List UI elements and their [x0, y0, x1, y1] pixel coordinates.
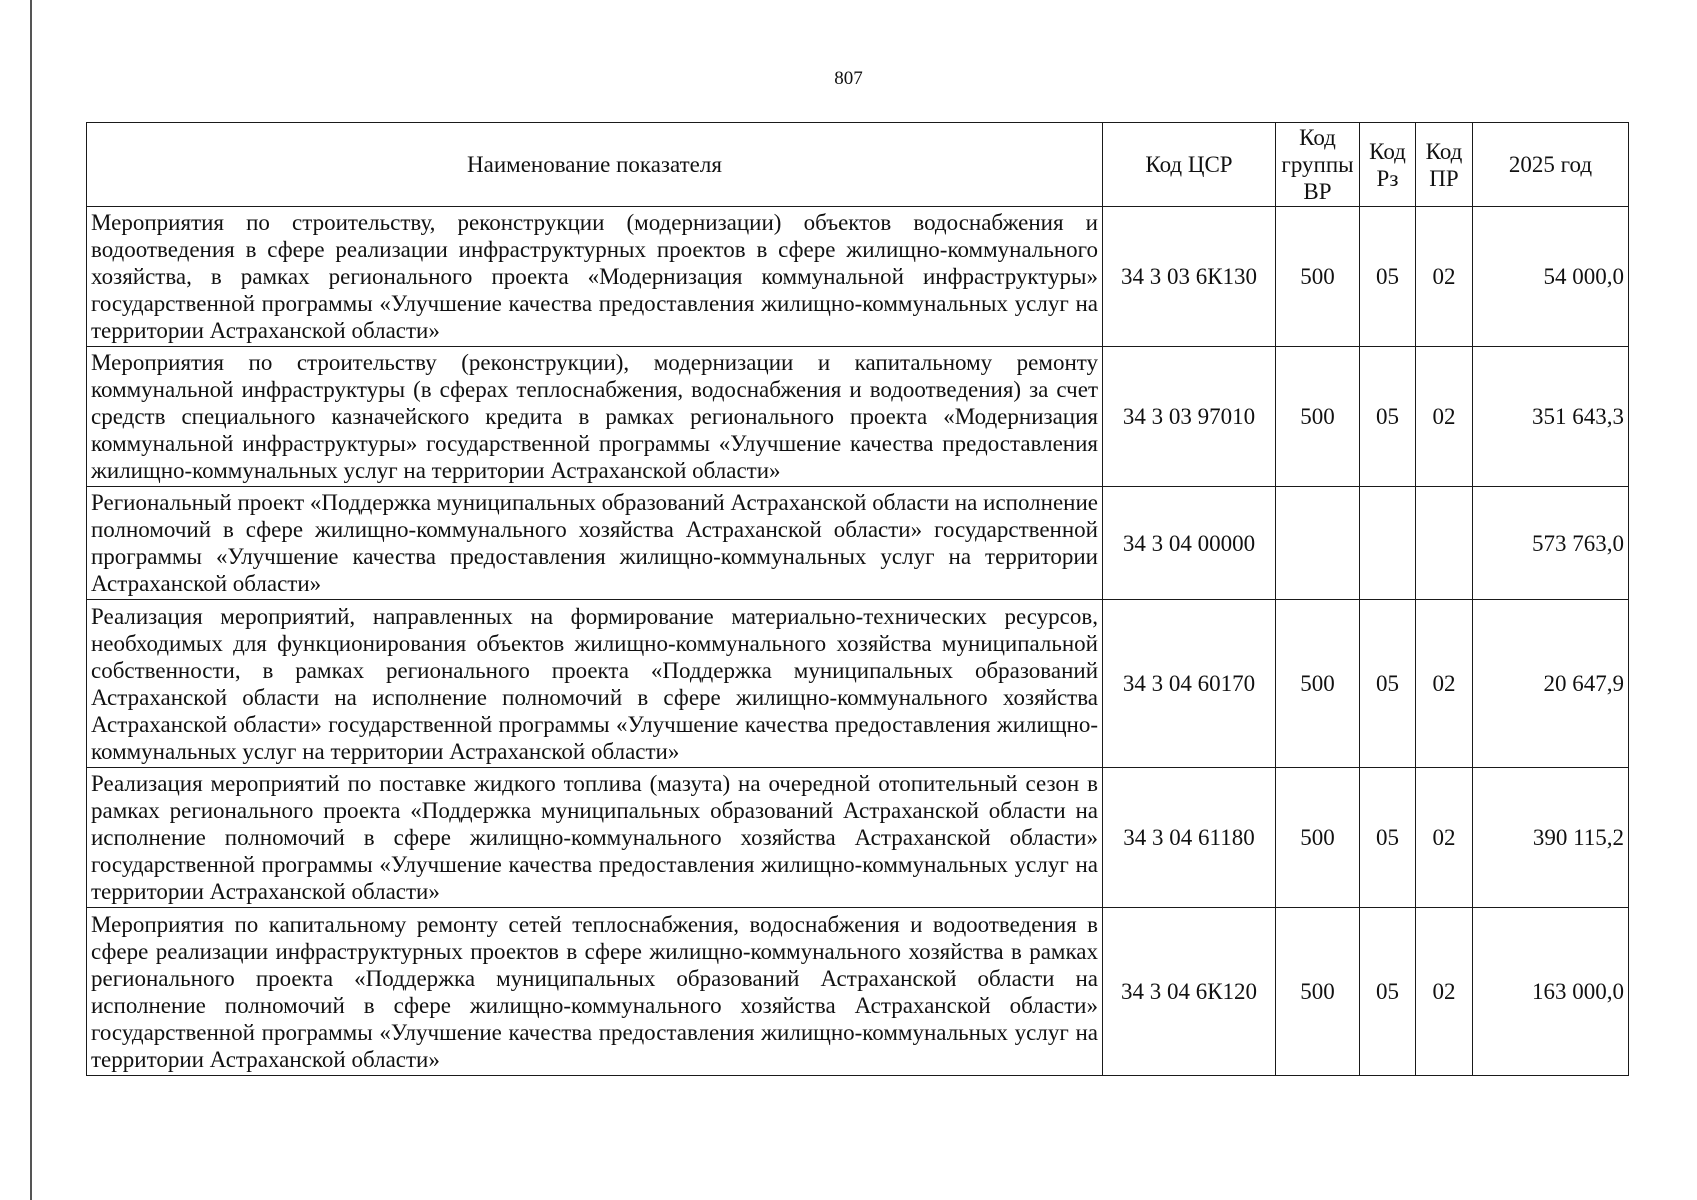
row-rz-cell: 05	[1360, 600, 1416, 768]
row-vr-cell: 500	[1276, 600, 1360, 768]
row-csr-cell: 34 3 04 61180	[1103, 768, 1276, 908]
row-csr-cell: 34 3 04 6К120	[1103, 908, 1276, 1076]
table-row	[87, 347, 1629, 487]
row-pr-cell: 02	[1416, 207, 1473, 347]
row-rz-cell: 05	[1360, 908, 1416, 1076]
budget-table	[86, 122, 1629, 1076]
row-csr-cell: 34 3 04 60170	[1103, 600, 1276, 768]
header-pr-code: Код ПР	[1416, 123, 1473, 207]
row-rz-cell: 05	[1360, 347, 1416, 487]
row-amount-cell: 390 115,2	[1473, 768, 1629, 908]
row-rz-cell: 05	[1360, 768, 1416, 908]
header-year-2025: 2025 год	[1473, 123, 1629, 207]
row-name-cell: Мероприятия по строительству, реконструкции (модернизации) объектов водоснабжения и водоотведения в сфере реализации инфраструктурных проектов в сфере жилищно-коммунального хозяйства, в рамках регионального проекта «Модернизация коммунальной инфраструктуры» государственной программы «Улучшение качества предоставления жилищно-коммунальных услуг на территории Астраханской области»	[87, 207, 1103, 347]
row-rz-cell: 05	[1360, 207, 1416, 347]
row-pr-cell: 02	[1416, 908, 1473, 1076]
row-vr-cell: 500	[1276, 347, 1360, 487]
table-row	[87, 600, 1629, 768]
row-amount-cell: 54 000,0	[1473, 207, 1629, 347]
header-rz-code: Код Рз	[1360, 123, 1416, 207]
row-vr-cell: 500	[1276, 207, 1360, 347]
table-row	[87, 207, 1629, 347]
header-vr-group-code: Код группы ВР	[1276, 123, 1360, 207]
row-amount-cell: 163 000,0	[1473, 908, 1629, 1076]
row-name-cell: Мероприятия по строительству (реконструкции), модернизации и капитальному ремонту коммунальной инфраструктуры (в сферах теплоснабжения, водоснабжения и водоотведения) за счет средств специального казначейского кредита в рамках регионального проекта «Модернизация коммунальной инфраструктуры» государственной программы «Улучшение качества предоставления жилищно-коммунальных услуг на территории Астраханской области»	[87, 347, 1103, 487]
row-vr-cell	[1276, 487, 1360, 600]
table-row	[87, 908, 1629, 1076]
row-rz-cell	[1360, 487, 1416, 600]
row-name-cell: Реализация мероприятий по поставке жидкого топлива (мазута) на очередной отопительный сезон в рамках регионального проекта «Поддержка муниципальных образований Астраханской области на исполнение полномочий в сфере жилищно-коммунального хозяйства Астраханской области» государственной программы «Улучшение качества предоставления жилищно-коммунальных услуг на территории Астраханской области»	[87, 768, 1103, 908]
row-pr-cell: 02	[1416, 768, 1473, 908]
page-number: 807	[834, 68, 863, 89]
row-pr-cell: 02	[1416, 600, 1473, 768]
table-row	[87, 768, 1629, 908]
row-vr-cell: 500	[1276, 908, 1360, 1076]
row-pr-cell: 02	[1416, 347, 1473, 487]
row-csr-cell: 34 3 03 97010	[1103, 347, 1276, 487]
row-csr-cell: 34 3 03 6К130	[1103, 207, 1276, 347]
table-row	[87, 487, 1629, 600]
row-vr-cell: 500	[1276, 768, 1360, 908]
row-name-cell: Мероприятия по капитальному ремонту сетей теплоснабжения, водоснабжения и водоотведения в сфере реализации инфраструктурных проектов в сфере жилищно-коммунального хозяйства в рамках регионального проекта «Поддержка муниципальных образований Астраханской области на исполнение полномочий в сфере жилищно-коммунального хозяйства Астраханской области» государственной программы «Улучшение качества предоставления жилищно-коммунальных услуг на территории Астраханской области»	[87, 908, 1103, 1076]
header-name: Наименование показателя	[87, 123, 1103, 207]
row-pr-cell	[1416, 487, 1473, 600]
binding-margin-line	[30, 0, 32, 1200]
row-amount-cell: 20 647,9	[1473, 600, 1629, 768]
row-csr-cell: 34 3 04 00000	[1103, 487, 1276, 600]
row-amount-cell: 573 763,0	[1473, 487, 1629, 600]
row-name-cell: Региональный проект «Поддержка муниципальных образований Астраханской области на исполнение полномочий в сфере жилищно-коммунального хозяйства Астраханской области» государственной программы «Улучшение качества предоставления жилищно-коммунальных услуг на территории Астраханской области»	[87, 487, 1103, 600]
row-amount-cell: 351 643,3	[1473, 347, 1629, 487]
row-name-cell: Реализация мероприятий, направленных на формирование материально-технических ресурсов, необходимых для функционирования объектов жилищно-коммунального хозяйства муниципальной собственности, в рамках регионального проекта «Поддержка муниципальных образований Астраханской области на исполнение полномочий в сфере жилищно-коммунального хозяйства Астраханской области» государственной программы «Улучшение качества предоставления жилищно-коммунальных услуг на территории Астраханской области»	[87, 600, 1103, 768]
table-header-row	[87, 123, 1629, 207]
header-csr-code: Код ЦСР	[1103, 123, 1276, 207]
